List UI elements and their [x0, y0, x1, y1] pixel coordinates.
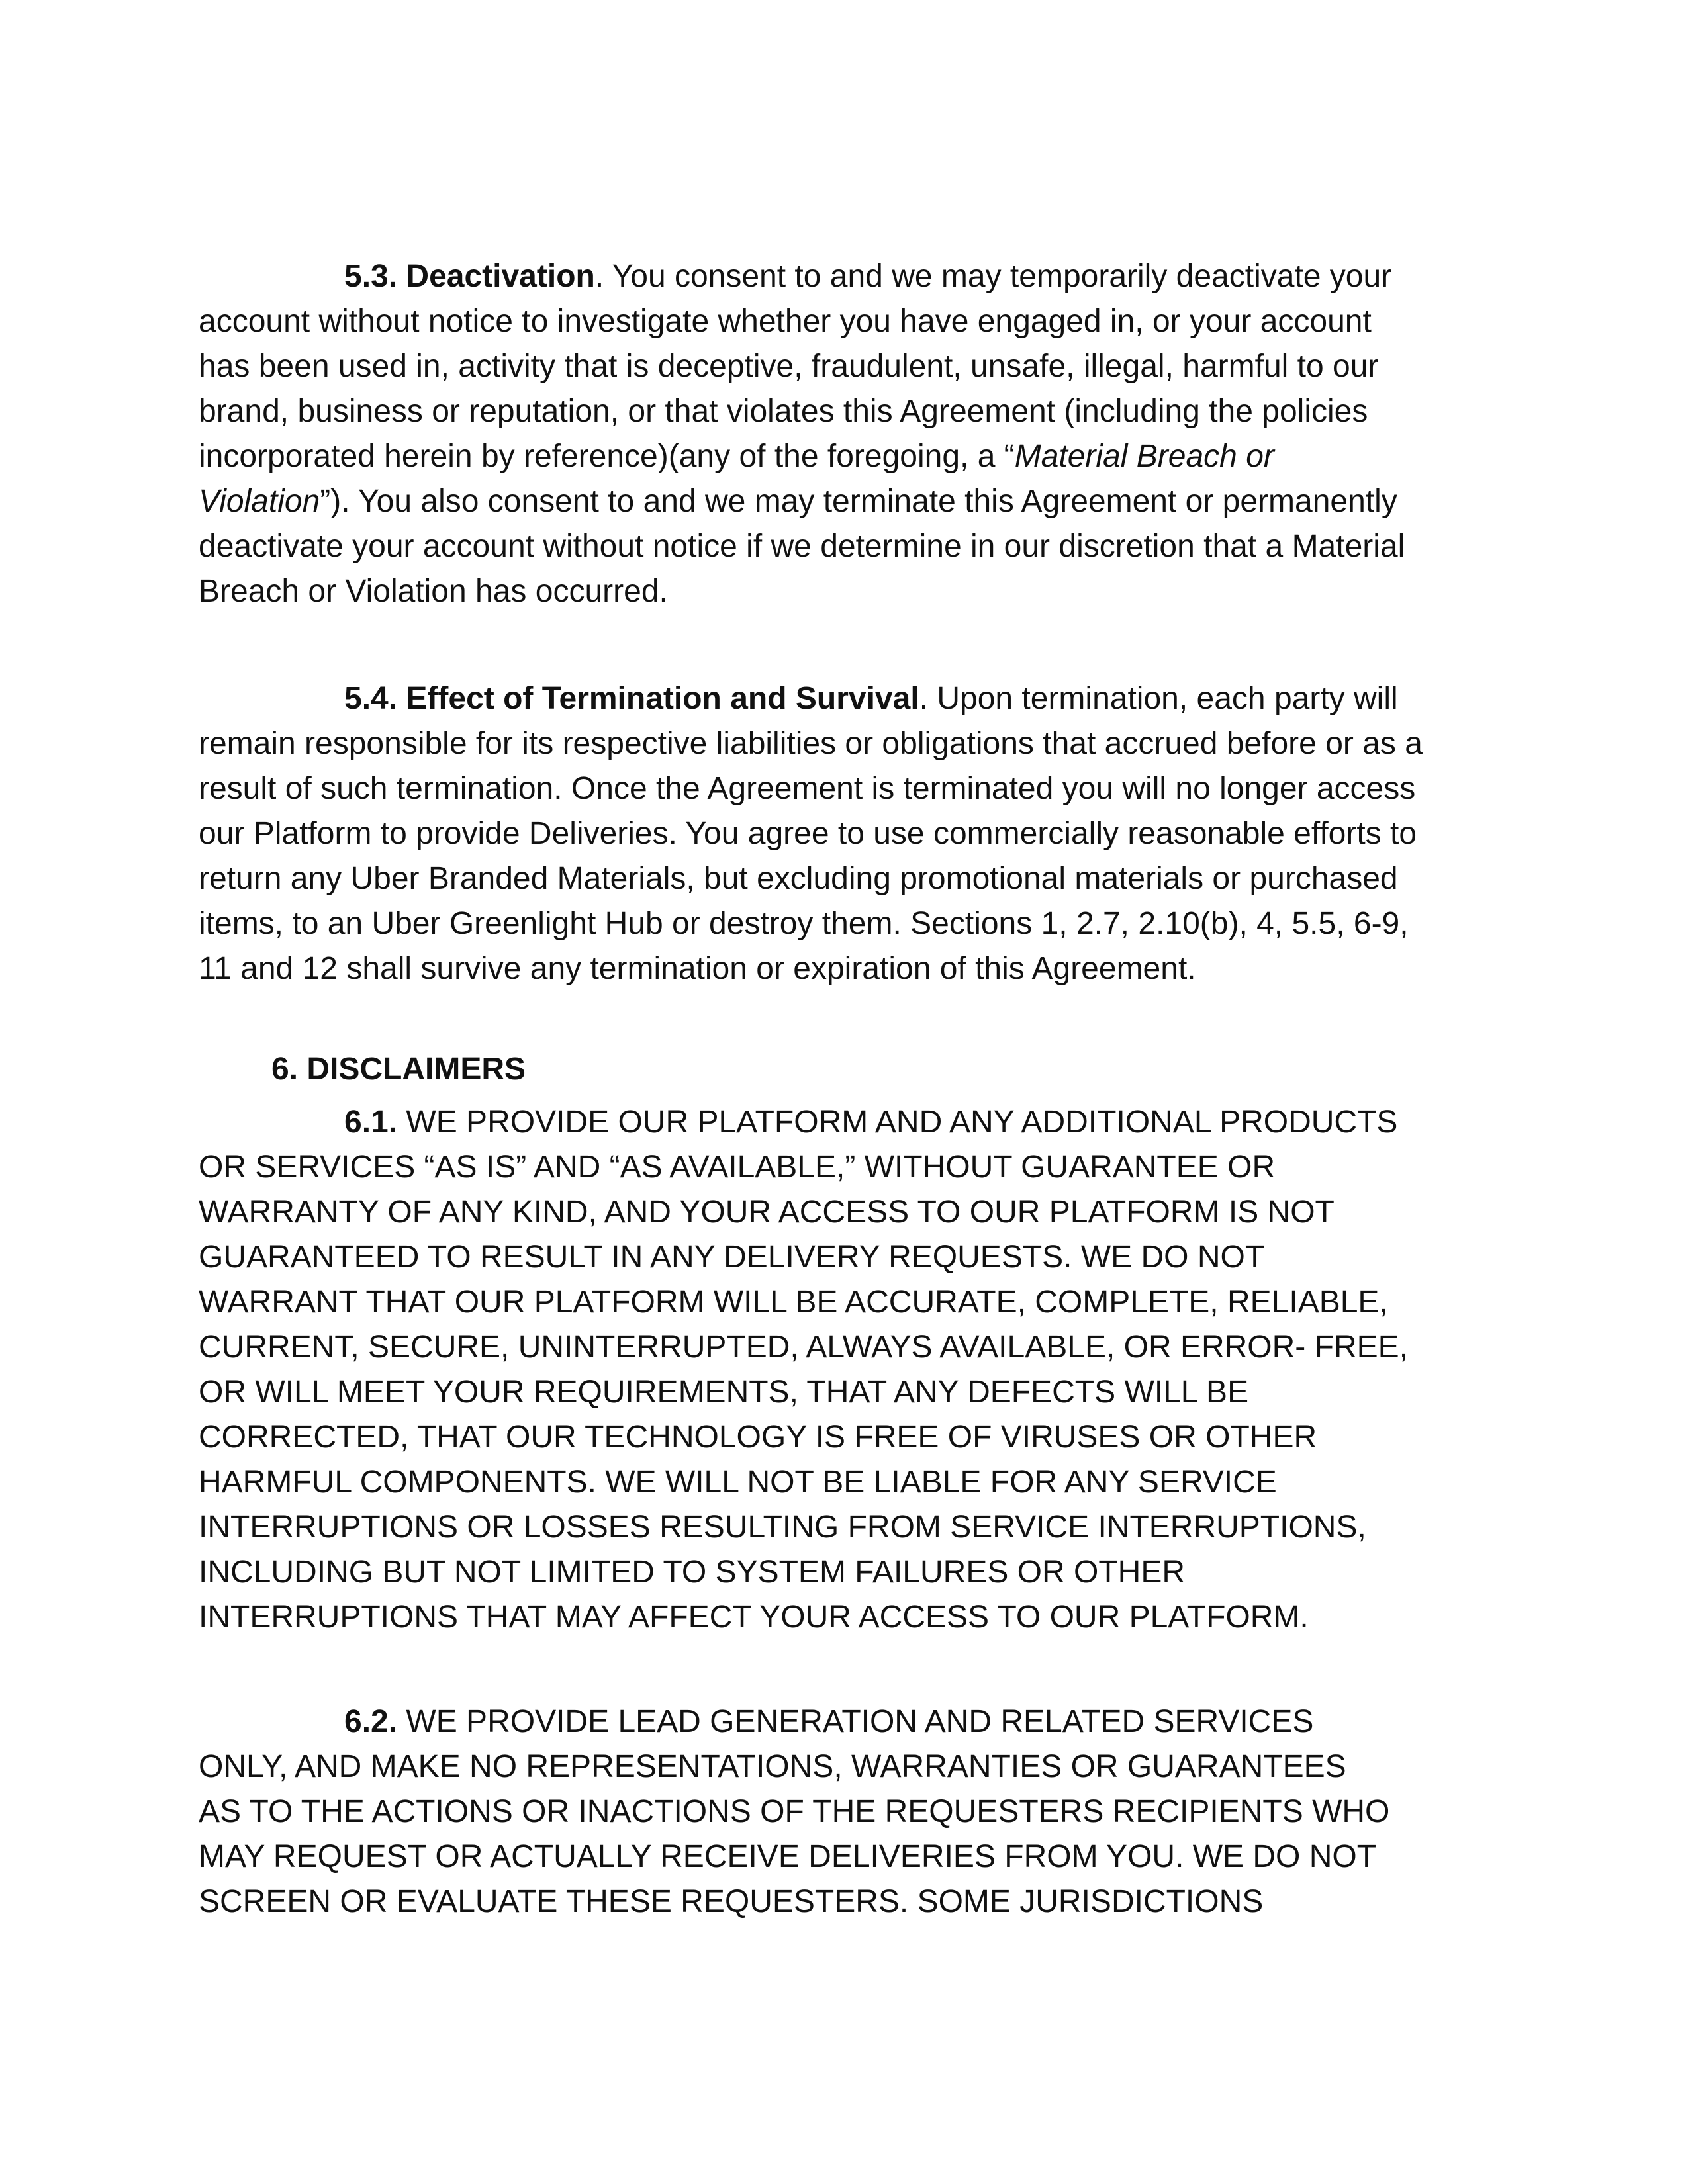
defined-term-material-breach: Material Breach or	[1014, 439, 1274, 474]
section-5-3-line-1	[344, 254, 1391, 299]
section-6-1-line-5: WARRANT THAT OUR PLATFORM WILL BE ACCURATE, COMPLETE, RELIABLE,	[199, 1285, 1388, 1320]
section-5-3-number: 5.3.	[344, 259, 398, 294]
section-5-4-line-7: 11 and 12 shall survive any termination or expiration of this Agreement.	[199, 951, 1196, 986]
section-5-3-text-6: ”). You also consent to and we may terminate this Agreement or permanently	[320, 484, 1397, 519]
section-5-4-number: 5.4.	[344, 681, 398, 716]
section-6-1-line-2: OR SERVICES “AS IS” AND “AS AVAILABLE,” WITHOUT GUARANTEE OR	[199, 1150, 1276, 1185]
section-5-3-line-8: Breach or Violation has occurred.	[199, 574, 668, 609]
section-5-3-line-3: has been used in, activity that is deceptive, fraudulent, unsafe, illegal, harmful to our	[199, 349, 1379, 384]
section-6-2-line-5: SCREEN OR EVALUATE THESE REQUESTERS. SOME JURISDICTIONS	[199, 1884, 1264, 1919]
section-6-1-line-9: HARMFUL COMPONENTS. WE WILL NOT BE LIABLE FOR ANY SERVICE	[199, 1465, 1277, 1500]
section-6-2-line-3: AS TO THE ACTIONS OR INACTIONS OF THE REQUESTERS RECIPIENTS WHO	[199, 1794, 1390, 1829]
section-5-4-line-5: return any Uber Branded Materials, but excluding promotional materials or purchased	[199, 861, 1398, 896]
section-6-1-number: 6.1.	[344, 1105, 398, 1140]
section-5-3-text-1: . You consent to and we may temporarily deactivate your	[594, 259, 1392, 294]
section-6-2-line-1	[344, 1700, 1313, 1745]
section-5-4-line-6: items, to an Uber Greenlight Hub or destroy them. Sections 1, 2.7, 2.10(b), 4, 5.5, 6-9,	[199, 906, 1409, 941]
section-5-3-line-5	[199, 434, 1274, 479]
section-6-heading: 6. DISCLAIMERS	[271, 1052, 526, 1087]
section-6-1-text-1: WE PROVIDE OUR PLATFORM AND ANY ADDITIONAL PRODUCTS	[397, 1105, 1398, 1140]
section-6-2-line-2: ONLY, AND MAKE NO REPRESENTATIONS, WARRANTIES OR GUARANTEES	[199, 1749, 1346, 1784]
section-6-1-line-7: OR WILL MEET YOUR REQUIREMENTS, THAT ANY DEFECTS WILL BE	[199, 1375, 1249, 1410]
section-5-4-line-3: result of such termination. Once the Agreement is terminated you will no longer access	[199, 771, 1416, 806]
section-5-4-line-4: our Platform to provide Deliveries. You agree to use commercially reasonable efforts to	[199, 816, 1417, 851]
section-5-4-text-1: . Upon termination, each party will	[919, 681, 1398, 716]
section-5-3-line-4: brand, business or reputation, or that violates this Agreement (including the policies	[199, 394, 1368, 429]
section-5-3-line-7: deactivate your account without notice if we determine in our discretion that a Material	[199, 529, 1405, 564]
section-5-3-line-6	[199, 479, 1397, 524]
section-5-4-line-2: remain responsible for its respective liabilities or obligations that accrued before or as a	[199, 726, 1423, 761]
section-5-3-text-5: incorporated herein by reference)(any of the foregoing, a “	[199, 439, 1015, 474]
section-6-2-line-4: MAY REQUEST OR ACTUALLY RECEIVE DELIVERIES FROM YOU. WE DO NOT	[199, 1839, 1377, 1874]
section-6-2-number: 6.2.	[344, 1704, 398, 1739]
section-6-1-line-6: CURRENT, SECURE, UNINTERRUPTED, ALWAYS AVAILABLE, OR ERROR- FREE,	[199, 1330, 1408, 1365]
section-6-1-line-1	[344, 1100, 1397, 1145]
section-6-1-line-12: INTERRUPTIONS THAT MAY AFFECT YOUR ACCESS TO OUR PLATFORM.	[199, 1600, 1309, 1635]
section-6-1-line-8: CORRECTED, THAT OUR TECHNOLOGY IS FREE OF VIRUSES OR OTHER	[199, 1420, 1317, 1455]
defined-term-violation: Violation	[199, 484, 320, 519]
section-5-3-title: Deactivation	[406, 259, 595, 294]
section-6-1-line-4: GUARANTEED TO RESULT IN ANY DELIVERY REQUESTS. WE DO NOT	[199, 1240, 1265, 1275]
section-6-1-line-11: INCLUDING BUT NOT LIMITED TO SYSTEM FAILURES OR OTHER	[199, 1555, 1186, 1590]
section-6-2-text-1: WE PROVIDE LEAD GENERATION AND RELATED SERVICES	[397, 1704, 1314, 1739]
section-5-3-line-2: account without notice to investigate whether you have engaged in, or your account	[199, 304, 1372, 339]
section-5-4-line-1	[344, 676, 1398, 721]
section-6-1-line-10: INTERRUPTIONS OR LOSSES RESULTING FROM SERVICE INTERRUPTIONS,	[199, 1510, 1366, 1545]
section-6-1-line-3: WARRANTY OF ANY KIND, AND YOUR ACCESS TO OUR PLATFORM IS NOT	[199, 1195, 1335, 1230]
section-5-4-title: Effect of Termination and Survival	[406, 681, 919, 716]
